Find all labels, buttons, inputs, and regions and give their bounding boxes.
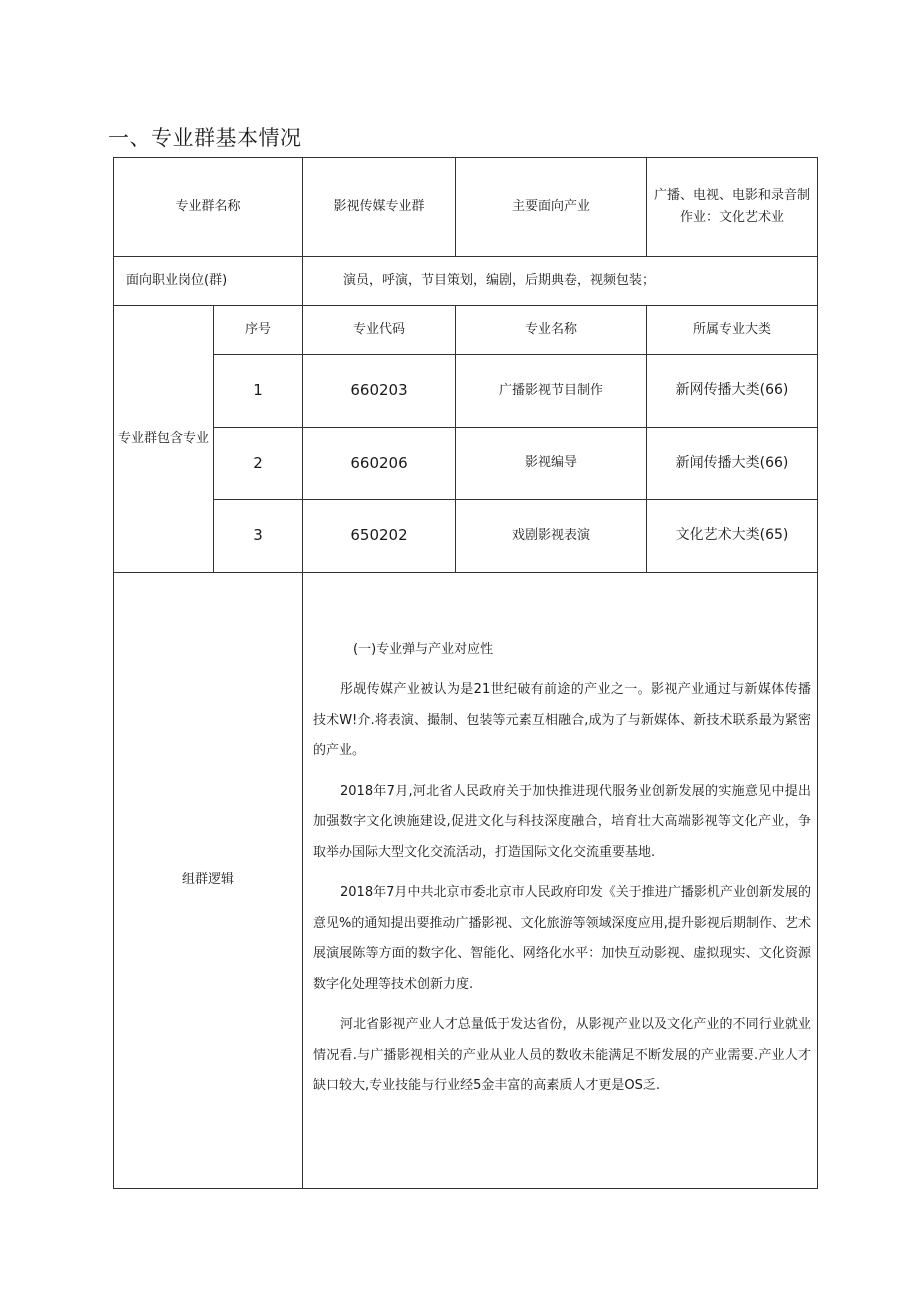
- section-heading: 一、专业群基本情况: [108, 126, 302, 150]
- header-code: 专业代码: [303, 306, 456, 355]
- major-name: 影视编导: [456, 428, 647, 500]
- logic-paragraph: 2018年7月中共北京市委北京市人民政府印发《关于推进广播影机产业创新发展的意见%的通知提出要推动广播影视、文化旅游等领域深度应用,提升影视后期制作、艺术展演展陈等方面的数字化、智能化、网络化水平：加快互动影视、虚拟现实、文化资源数字化处理等技术创新力度.: [313, 885, 812, 992]
- group-name-value: 影视传媒专业群: [303, 158, 456, 257]
- logic-label: 组群逻辑: [114, 573, 303, 1189]
- major-index: 1: [214, 355, 303, 428]
- major-category: 新网传播大类(66): [647, 355, 818, 428]
- group-name-label: 专业群名称: [114, 158, 303, 257]
- specialty-group-table: [113, 157, 818, 1189]
- logic-row: [114, 573, 818, 1189]
- major-category: 新闻传播大类(66): [647, 428, 818, 500]
- major-category: 文化艺术大类(65): [647, 500, 818, 573]
- table-row: [114, 355, 818, 428]
- major-code: 650202: [303, 500, 456, 573]
- job-positions-row: [114, 257, 818, 306]
- logic-paragraph: 河北省影视产业人才总量低于发达省份，从影视产业以及文化产业的不同行业就业情况看.与广播影视相关的产业从业人员的数收未能满足不断发展的产业需要.产业人才缺口较大,专业技能与行业经5金丰富的高素质人才更是OS乏.: [313, 1017, 812, 1093]
- major-index: 3: [214, 500, 303, 573]
- header-name: 专业名称: [456, 306, 647, 355]
- header-index: 序号: [214, 306, 303, 355]
- main-industry-value: 广播、电视、电影和录音制作业：文化艺术业: [647, 158, 818, 257]
- major-index: 2: [214, 428, 303, 500]
- logic-paragraph: 2018年7月,河北省人民政府关于加快推进现代服务业创新发展的实施意见中提出加强数字文化谀施建设,促进文化与科技深度融合，培育壮大高端影视等文化产业，争取举办国际大型文化交流活动，打造国际文化交流重要基地.: [313, 783, 812, 860]
- majors-header-row: [114, 306, 818, 355]
- main-industry-label: 主要面向产业: [456, 158, 647, 257]
- majors-label: 专业群包含专业: [114, 306, 214, 573]
- table-row: [114, 500, 818, 573]
- group-name-row: [114, 158, 818, 257]
- major-name: 广播影视节目制作: [456, 355, 647, 428]
- major-name: 戏剧影视表演: [456, 500, 647, 573]
- logic-subtitle: (一)专业弹与产业对应性: [353, 642, 494, 657]
- logic-paragraph: 彤觇传媒产业被认为是21世纪破有前途的产业之一。影视产业通过与新媒体传播技术W!介.将表演、撮制、包装等元素互相融合,成为了与新媒体、新技术联系最为紧密的产业。: [313, 682, 812, 758]
- logic-content: [303, 573, 818, 1189]
- major-code: 660203: [303, 355, 456, 428]
- job-positions-label: 面向职业岗位(群): [114, 257, 303, 306]
- header-category: 所属专业大类: [647, 306, 818, 355]
- table-row: [114, 428, 818, 500]
- job-positions-value: 演员，呼演，节目策划，编剧，后期典卷，视频包装；: [303, 257, 818, 306]
- major-code: 660206: [303, 428, 456, 500]
